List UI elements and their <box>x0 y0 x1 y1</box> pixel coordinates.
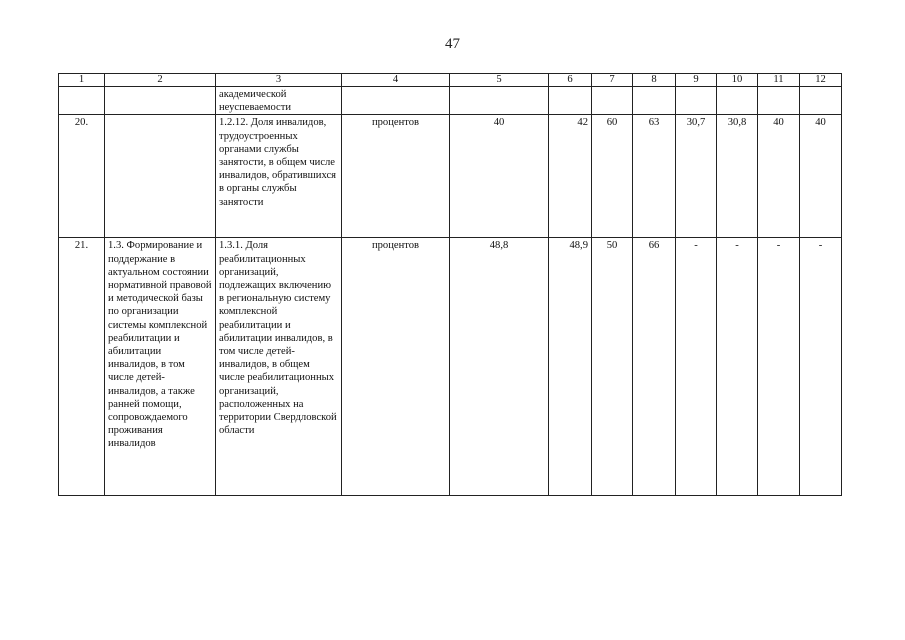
cell-value <box>549 87 592 115</box>
cell-indicator: 1.3.1. Доля реабилитационных организаций, подлежащих включению в региональную систему комплексной реабилитации и абилитации инвалидов, в том числе детей-инвалидов, в общем числе реабилитационных организаций, расположенных на территории Свердловской области <box>216 238 342 496</box>
cell-row-no: 20. <box>59 115 105 238</box>
table-row <box>59 115 842 238</box>
cell-value <box>758 87 800 115</box>
cell-row-no <box>59 87 105 115</box>
indicators-table <box>58 73 842 496</box>
header-cell: 11 <box>758 74 800 87</box>
cell-indicator: академической неуспеваемости <box>216 87 342 115</box>
cell-value <box>592 87 633 115</box>
cell-value: 40 <box>758 115 800 238</box>
cell-value: 50 <box>592 238 633 496</box>
header-cell: 10 <box>717 74 758 87</box>
cell-value: 40 <box>450 115 549 238</box>
header-cell: 12 <box>800 74 842 87</box>
header-cell: 5 <box>450 74 549 87</box>
cell-value <box>633 87 676 115</box>
cell-unit: процентов <box>342 115 450 238</box>
table-row-continuation <box>59 87 842 115</box>
cell-value: 30,7 <box>676 115 717 238</box>
cell-value: 66 <box>633 238 676 496</box>
cell-value <box>450 87 549 115</box>
table-row <box>59 238 842 496</box>
header-cell: 6 <box>549 74 592 87</box>
header-cell: 9 <box>676 74 717 87</box>
cell-value: - <box>717 238 758 496</box>
header-cell: 4 <box>342 74 450 87</box>
cell-unit <box>342 87 450 115</box>
header-cell: 2 <box>105 74 216 87</box>
cell-value <box>717 87 758 115</box>
cell-value: - <box>800 238 842 496</box>
cell-unit: процентов <box>342 238 450 496</box>
cell-value: - <box>676 238 717 496</box>
table-header-row <box>59 74 842 87</box>
page-number: 47 <box>445 36 460 52</box>
cell-value: - <box>758 238 800 496</box>
cell-task: 1.3. Формирование и поддержание в актуальном состоянии нормативной правовой и методической базы по организации системы комплексной реабилитации и абилитации инвалидов, в том числе детей-инвалидов, а также ранней помощи, сопровождаемого проживания инвалидов <box>105 238 216 496</box>
cell-value <box>800 87 842 115</box>
cell-indicator: 1.2.12. Доля инвалидов, трудоустроенных органами службы занятости, в общем числе инвалидов, обратившихся в органы службы занятости <box>216 115 342 238</box>
cell-row-no: 21. <box>59 238 105 496</box>
cell-value: 63 <box>633 115 676 238</box>
cell-value <box>676 87 717 115</box>
cell-value: 30,8 <box>717 115 758 238</box>
header-cell: 1 <box>59 74 105 87</box>
cell-task <box>105 115 216 238</box>
header-cell: 7 <box>592 74 633 87</box>
header-cell: 3 <box>216 74 342 87</box>
cell-value: 60 <box>592 115 633 238</box>
cell-value: 48,8 <box>450 238 549 496</box>
cell-value: 48,9 <box>549 238 592 496</box>
cell-value: 40 <box>800 115 842 238</box>
cell-value: 42 <box>549 115 592 238</box>
cell-task <box>105 87 216 115</box>
header-cell: 8 <box>633 74 676 87</box>
